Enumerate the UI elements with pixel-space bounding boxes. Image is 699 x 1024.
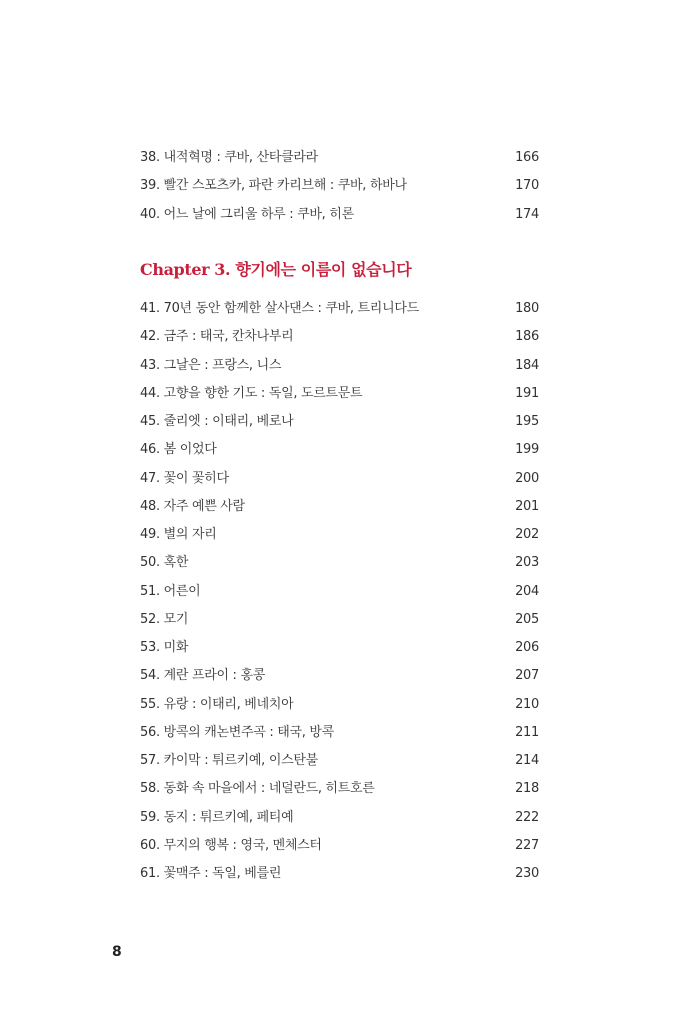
page-number: 8 [112,944,122,960]
toc-entry [140,634,539,662]
toc-entry [140,436,539,464]
toc-entry-title: 60. 무지의 행복 : 영국, 멘체스터 [140,837,322,853]
toc-entry-title: 56. 방콕의 캐논변주곡 : 태국, 방콕 [140,724,334,740]
toc-entry-page: 170 [515,178,539,194]
toc-entry-page: 191 [515,385,539,401]
toc-entry-title: 48. 자주 예쁜 사람 [140,498,245,514]
toc-entry [140,549,539,577]
toc-entry-page: 222 [515,809,539,825]
toc-entry-title: 55. 유랑 : 이태리, 베네치아 [140,696,294,712]
toc-entry-title: 41. 70년 동안 함께한 살사댄스 : 쿠바, 트리니다드 [140,301,419,316]
toc-entry [140,172,539,200]
toc-entry-page: 200 [515,470,539,486]
toc-entry [140,323,539,351]
toc-entry-page: 201 [515,498,539,514]
toc-entry-title: 49. 별의 자리 [140,527,217,542]
toc-entry-page: 207 [515,668,539,684]
toc-entry-title: 45. 줄리엣 : 이태리, 베로나 [140,414,294,429]
toc-entry-page: 180 [515,301,539,316]
toc-entry-title: 58. 동화 속 마을에서 : 네덜란드, 히트호른 [140,781,375,797]
toc-entry-page: 184 [515,357,539,373]
toc-entry-page: 205 [515,611,539,627]
toc-entry-title: 42. 금주 : 태국, 칸차나부리 [140,329,294,345]
toc-entry [140,860,539,888]
toc-entry [140,380,539,408]
toc-entry-title: 40. 어느 날에 그리울 하루 : 쿠바, 히론 [140,206,354,222]
toc-entry-page: 203 [515,555,539,571]
toc-entry [140,352,539,380]
toc-list-chapter-3 [140,295,539,888]
toc-entry [140,465,539,493]
toc-entry-page: 202 [515,527,539,542]
toc-entry [140,144,539,172]
toc-entry-page: 166 [515,150,539,165]
chapter-heading: Chapter 3. 향기에는 이름이 없습니다 [140,260,412,279]
toc-entry-title: 52. 모기 [140,611,189,627]
toc-entry [140,691,539,719]
toc-entry-page: 199 [515,442,539,458]
toc-entry-page: 211 [515,724,539,740]
toc-entry-page: 218 [515,781,539,797]
toc-entry-title: 51. 어른이 [140,583,201,599]
toc-entry [140,747,539,775]
toc-entry-page: 206 [515,640,539,655]
toc-entry-title: 47. 꽃이 꽃히다 [140,470,229,486]
toc-entry [140,832,539,860]
toc-entry-page: 210 [515,696,539,712]
toc-entry-title: 43. 그날은 : 프랑스, 니스 [140,357,282,373]
toc-entry [140,578,539,606]
toc-entry-title: 46. 봄 이었다 [140,442,217,458]
toc-entry-title: 44. 고향을 향한 기도 : 독일, 도르트문트 [140,385,363,401]
toc-entry-title: 50. 혹한 [140,555,189,571]
toc-entry [140,493,539,521]
toc-entry-title: 39. 빨간 스포츠카, 파란 카리브해 : 쿠바, 하바나 [140,178,407,194]
toc-entry [140,295,539,323]
toc-entry-title: 53. 미화 [140,640,189,655]
toc-entry-title: 54. 계란 프라이 : 홍콩 [140,668,265,684]
toc-entry-page: 227 [515,837,539,853]
toc-entry-page: 230 [515,866,539,881]
toc-entry [140,606,539,634]
toc-entry [140,662,539,690]
toc-list-previous-chapter [140,144,539,229]
toc-entry [140,201,539,229]
toc-entry-page: 186 [515,329,539,345]
toc-entry-page: 174 [515,206,539,222]
toc-entry-page: 214 [515,753,539,768]
toc-entry-title: 59. 동지 : 튀르키예, 페티예 [140,809,294,825]
toc-entry [140,521,539,549]
toc-entry-title: 61. 꽃맥주 : 독일, 베를린 [140,866,282,881]
toc-entry-title: 57. 카이막 : 튀르키예, 이스탄불 [140,753,318,768]
toc-entry [140,408,539,436]
toc-entry-title: 38. 내적혁명 : 쿠바, 산타클라라 [140,150,318,165]
toc-entry [140,804,539,832]
toc-entry-page: 195 [515,414,539,429]
toc-entry-page: 204 [515,583,539,599]
toc-entry [140,775,539,803]
toc-entry [140,719,539,747]
